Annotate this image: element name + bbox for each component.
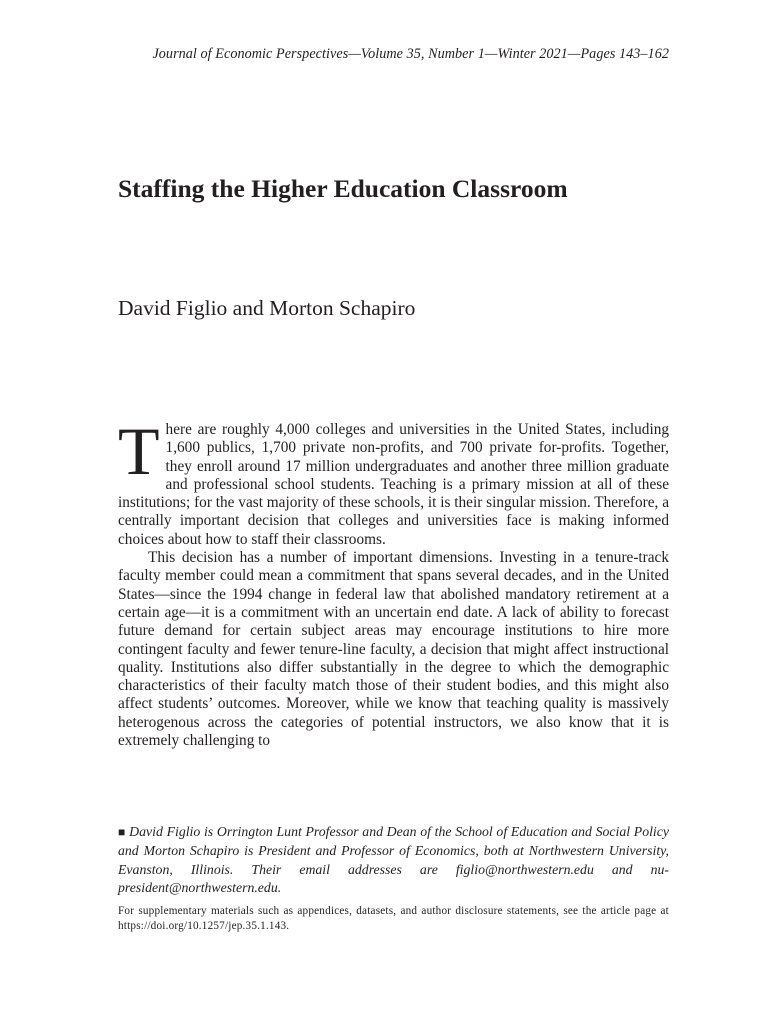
footnote-bullet: ■ — [118, 825, 126, 839]
body-paragraph-2: This decision has a number of important dimensions. Investing in a tenure-track faculty member could mean a commitment that spans several decades, and in the United States—since the 1994 change in federal law that abolished mandatory retirement at a certain age—it is a commitment with an uncertain end date. A lack of ability to forecast future demand for certain subject areas may encourage institutions to hire more contingent faculty and fewer tenure-line faculty, a decision that might affect instructional quality. Institutions also differ substantially in the degree to which the demographic characteristics of their faculty match those of their student bodies, and this might also affect students’ outcomes. Moreover, while we know that teaching quality is massively heterogenous across the categories of potential instructors, we also know that it is extremely challenging to — [118, 549, 669, 750]
running-head: Journal of Economic Perspectives—Volume 35, Number 1—Winter 2021—Pages 143–162 — [152, 46, 669, 62]
article-body — [118, 413, 669, 750]
supplementary-note: For supplementary materials such as appendices, datasets, and author disclosure statements, see the article page at https://doi.org/10.1257/jep.35.1.143. — [118, 905, 669, 932]
article-title: Staffing the Higher Education Classroom — [118, 174, 568, 203]
drop-cap: T — [118, 413, 160, 489]
paragraph-1-text: here are roughly 4,000 colleges and universities in the United States, including 1,600 publics, 1,700 private non-profits, and 700 private for-profits. Together, they enroll around 17 million undergraduates and another three million graduate and professional school students. Teaching is a primary mission at all of these institutions; for the vast majority of these schools, it is their singular mission. Therefore, a centrally important decision that colleges and universities face is making informed choices about how to staff their classrooms. — [118, 421, 669, 548]
body-paragraph-1 — [118, 413, 669, 549]
footnote-text: David Figlio is Orrington Lunt Professor and Dean of the School of Education and Social Policy and Morton Schapiro is President and Professor of Economics, both at Northwestern University, Evanston, Illinois. Their email addresses are figlio@northwestern.edu and nu-president@northwestern.edu. — [118, 824, 670, 896]
article-authors: David Figlio and Morton Schapiro — [118, 296, 416, 320]
author-footnote — [118, 823, 669, 898]
